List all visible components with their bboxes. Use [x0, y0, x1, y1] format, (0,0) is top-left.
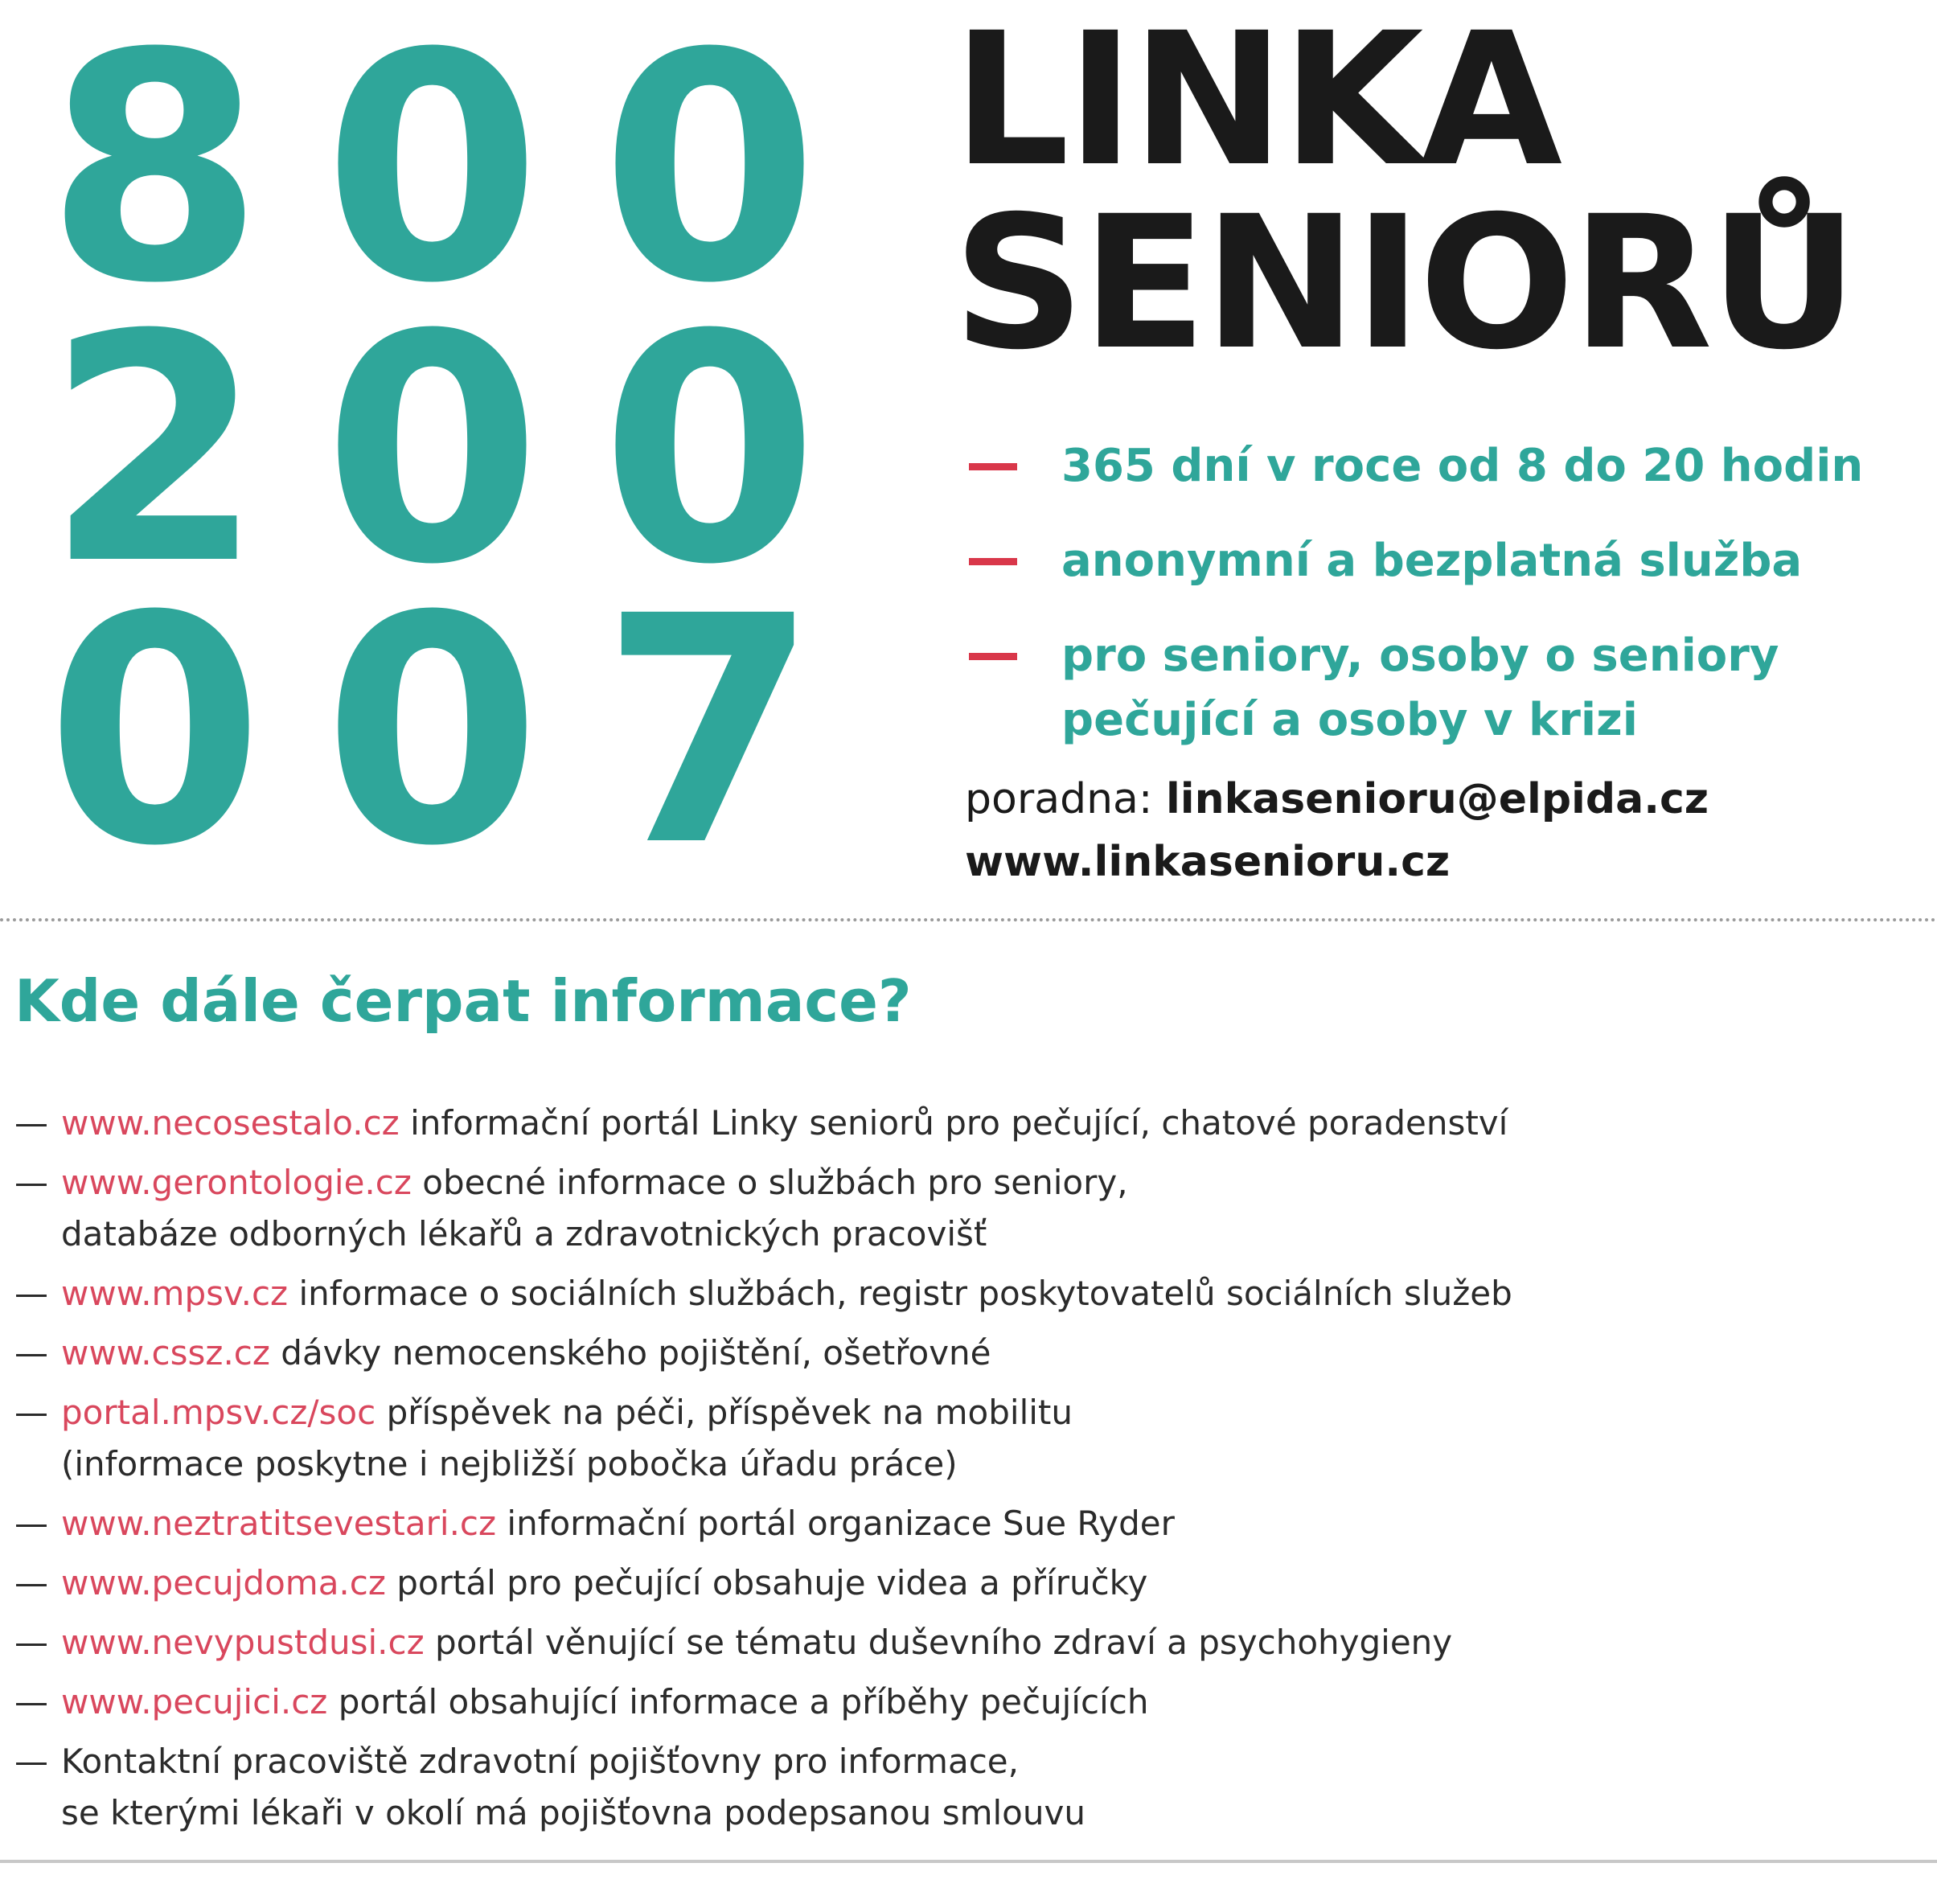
- link-description: příspěvek na péči, příspěvek na mobilitu: [375, 1393, 1073, 1432]
- title-line-2: SENIORŮ: [953, 176, 1856, 390]
- em-dash: —: [14, 1393, 48, 1432]
- link-description: Kontaktní pracoviště zdravotní pojišťovny pro informace,: [61, 1742, 1019, 1781]
- link-description: portál obsahující informace a příběhy pečujících: [327, 1682, 1149, 1721]
- list-item: [14, 1327, 1920, 1379]
- list-item: [14, 1736, 1920, 1839]
- contact-label: poradna:: [965, 775, 1166, 823]
- em-dash: —: [14, 1103, 48, 1143]
- link-description: informace o sociálních službách, registr poskytovatelů sociálních služeb: [288, 1274, 1512, 1313]
- em-dash: —: [14, 1623, 48, 1662]
- list-item: [14, 1676, 1920, 1728]
- link-description: portál pro pečující obsahuje videa a příručky: [385, 1563, 1148, 1602]
- bottom-divider: [0, 1860, 1937, 1863]
- phone-digit: 0: [600, 0, 819, 351]
- em-dash: —: [14, 1504, 48, 1543]
- em-dash: —: [14, 1563, 48, 1602]
- feature-text: anonymní a bezplatná služba: [1061, 535, 1803, 587]
- phone-digit: 8: [45, 0, 265, 351]
- info-links-list: [14, 1098, 1920, 1847]
- contact-email-link[interactable]: linkasenioru@elpida.cz: [1165, 775, 1709, 823]
- info-heading: Kde dále čerpat informace?: [14, 967, 912, 1035]
- em-dash: —: [14, 1333, 48, 1373]
- contact-web-link[interactable]: www.linkasenioru.cz: [965, 838, 1451, 886]
- phone-digit: 0: [45, 549, 265, 914]
- list-item: [14, 1268, 1920, 1319]
- dotted-separator: [0, 918, 1937, 921]
- feature-text: pečující a osoby v krizi: [1061, 694, 1638, 746]
- link-url[interactable]: www.cssz.cz: [61, 1333, 270, 1373]
- feature-item: [965, 434, 1922, 499]
- red-dash-icon: [969, 653, 1017, 660]
- phone-digit: 2: [45, 268, 265, 633]
- list-item: [14, 1098, 1920, 1149]
- feature-item: [965, 529, 1922, 593]
- phone-digit: 0: [322, 549, 542, 914]
- phone-digit: 7: [600, 549, 819, 914]
- phone-digit: 0: [600, 268, 819, 633]
- em-dash: —: [14, 1682, 48, 1721]
- phone-digit: 0: [322, 268, 542, 633]
- list-item: [14, 1387, 1920, 1490]
- link-description: informační portál Linky seniorů pro pečující, chatové poradenství: [399, 1103, 1508, 1143]
- contact-email-line: [965, 768, 1922, 831]
- feature-item: [965, 624, 1922, 753]
- link-description-cont: (informace poskytne i nejbližší pobočka úřadu práce): [61, 1444, 958, 1483]
- link-url[interactable]: www.gerontologie.cz: [61, 1163, 412, 1202]
- link-description: informační portál organizace Sue Ryder: [496, 1504, 1175, 1543]
- em-dash: —: [14, 1274, 48, 1313]
- link-url[interactable]: www.mpsv.cz: [61, 1274, 289, 1313]
- phone-number: [16, 0, 844, 914]
- red-dash-icon: [969, 558, 1017, 565]
- list-item: [14, 1617, 1920, 1668]
- link-description: obecné informace o službách pro seniory,: [411, 1163, 1128, 1202]
- link-url[interactable]: www.nevypustdusi.cz: [61, 1623, 425, 1662]
- phone-digit: 0: [322, 0, 542, 351]
- contact-block: [965, 768, 1922, 893]
- link-url[interactable]: www.pecujdoma.cz: [61, 1563, 386, 1602]
- list-item: [14, 1157, 1920, 1260]
- link-url[interactable]: portal.mpsv.cz/soc: [61, 1393, 376, 1432]
- features-list: [965, 434, 1922, 753]
- link-url[interactable]: www.neztratitsevestari.cz: [61, 1504, 497, 1543]
- title-line-1: LINKA: [953, 0, 1560, 207]
- link-url[interactable]: www.necosestalo.cz: [61, 1103, 400, 1143]
- link-url[interactable]: www.pecujici.cz: [61, 1682, 328, 1721]
- em-dash: —: [14, 1163, 48, 1202]
- link-description-cont: se kterými lékaři v okolí má pojišťovna podepsanou smlouvu: [61, 1793, 1085, 1832]
- page-title: [953, 0, 1926, 390]
- list-item: [14, 1498, 1920, 1549]
- link-description-cont: databáze odborných lékařů a zdravotnických pracovišť: [61, 1214, 987, 1254]
- red-dash-icon: [969, 463, 1017, 470]
- list-item: [14, 1557, 1920, 1609]
- feature-text: pro seniory, osoby o seniory: [1061, 630, 1779, 682]
- link-description: portál věnující se tématu duševního zdraví a psychohygieny: [424, 1623, 1453, 1662]
- feature-text: 365 dní v roce od 8 do 20 hodin: [1061, 440, 1864, 492]
- link-description: dávky nemocenského pojištění, ošetřovné: [269, 1333, 991, 1373]
- em-dash: —: [14, 1742, 48, 1781]
